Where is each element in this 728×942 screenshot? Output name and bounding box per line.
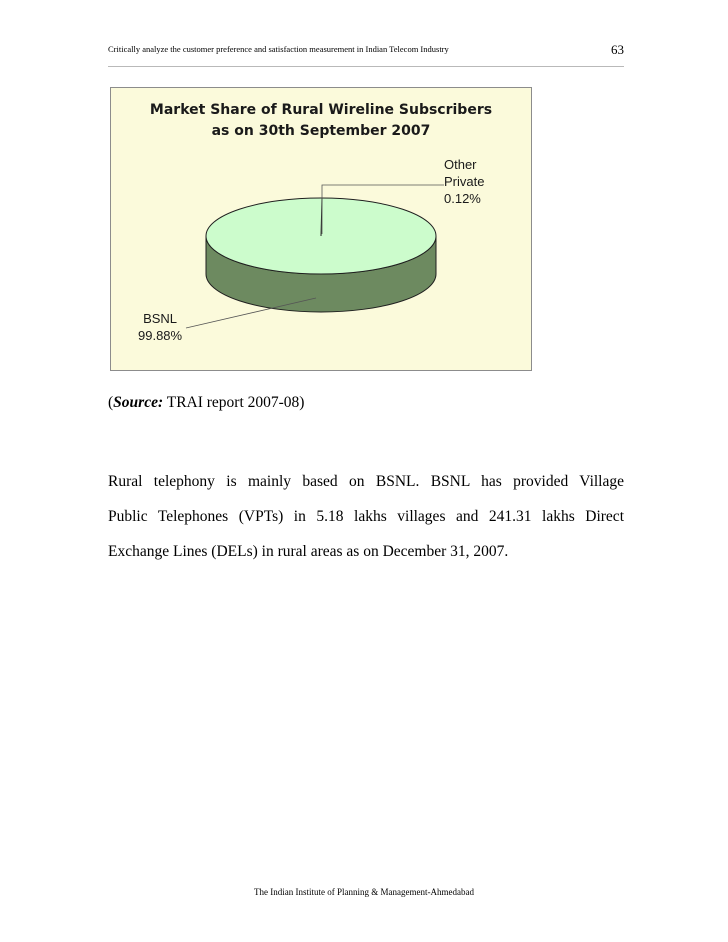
slice-name-other: Other	[444, 157, 477, 172]
slice-label-other-private	[444, 156, 484, 207]
page-header	[108, 44, 624, 64]
source-text: TRAI report 2007-08)	[163, 394, 305, 411]
paragraph-line: Rural telephony is mainly based on BSNL. BSNL has provided Village	[108, 473, 624, 490]
page-footer: The Indian Institute of Planning & Management-Ahmedabad	[254, 887, 474, 897]
header-divider	[108, 66, 624, 67]
pie-chart	[110, 87, 532, 371]
source-open-paren: (	[108, 394, 114, 411]
page-number: 63	[611, 42, 624, 57]
slice-label-bsnl	[138, 310, 182, 344]
chart-subtitle: as on 30th September 2007	[211, 123, 431, 139]
body-paragraph	[108, 464, 624, 569]
slice-value-bsnl: 99.88%	[138, 328, 183, 343]
paragraph-line: Public Telephones (VPTs) in 5.18 lakhs villages and 241.31 lakhs Direct	[108, 508, 624, 525]
chart-title: Market Share of Rural Wireline Subscribers	[149, 102, 493, 118]
slice-value-other-private: 0.12%	[444, 191, 481, 206]
slice-name-bsnl: BSNL	[143, 311, 178, 326]
source-label: Source:	[113, 394, 164, 411]
paragraph-line: Exchange Lines (DELs) in rural areas as on December 31, 2007.	[108, 543, 509, 560]
source-citation	[108, 394, 304, 412]
header-title: Critically analyze the customer preference and satisfaction measurement in Indian Telecom Industry	[108, 44, 449, 54]
slice-name-private: Private	[444, 174, 485, 189]
